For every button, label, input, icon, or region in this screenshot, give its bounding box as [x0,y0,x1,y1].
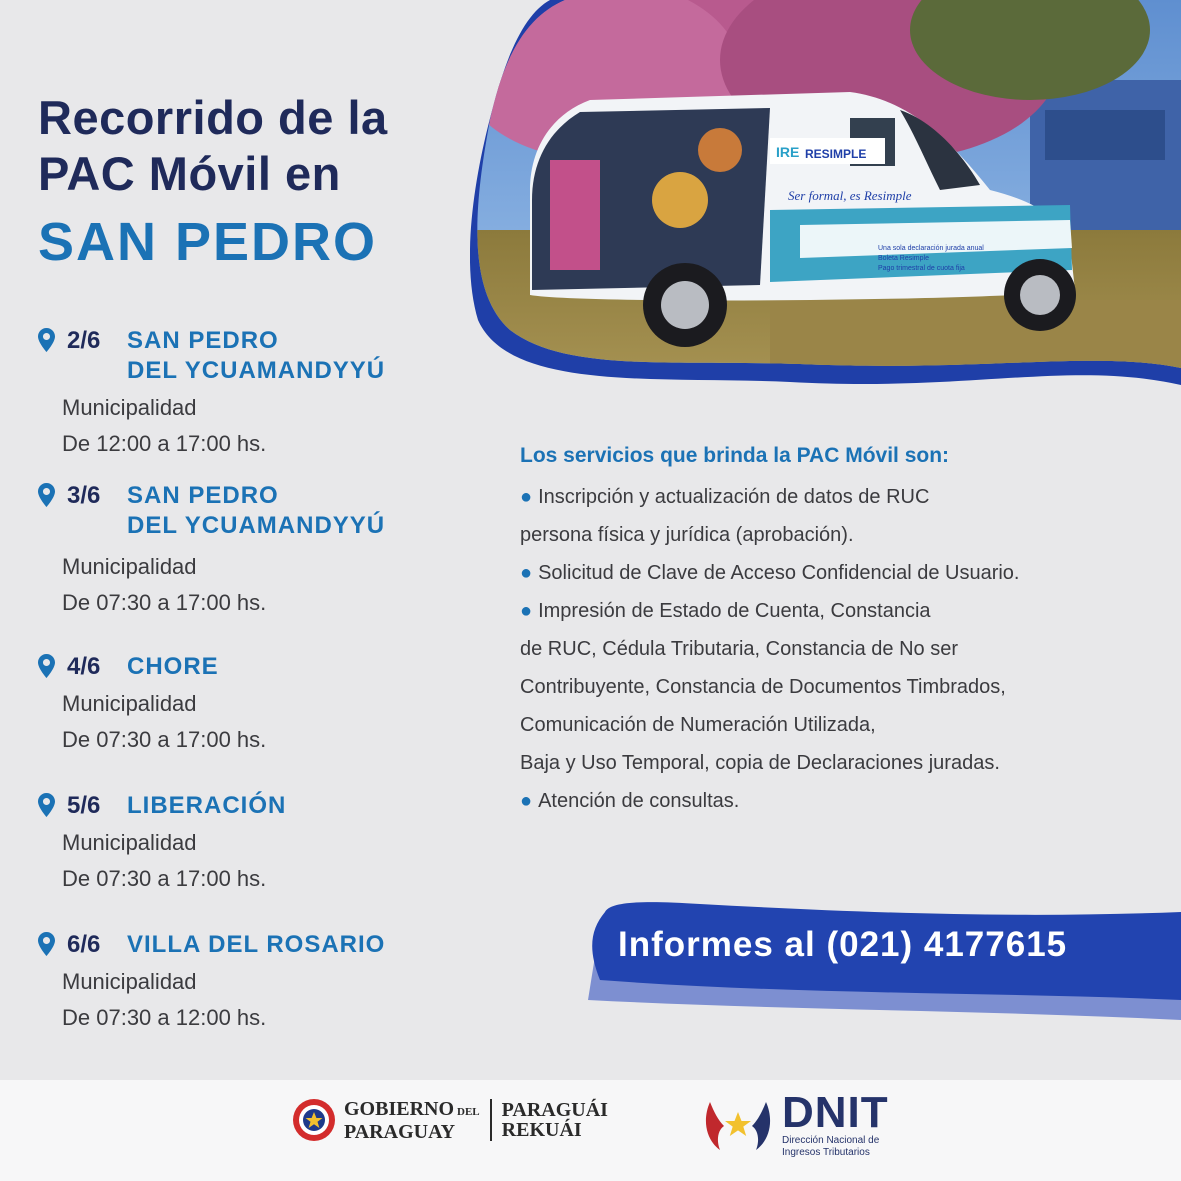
stop-place [127,930,385,960]
stop-date: 2/6 [67,327,101,354]
stop-hours: De 07:30 a 17:00 hs. [62,727,267,752]
motto-line-1: PARAGUÁI [501,1099,608,1121]
stop-hours: De 07:30 a 12:00 hs. [62,1005,267,1030]
stop-hours: De 07:30 a 17:00 hs. [62,590,267,615]
services-list [520,440,1140,820]
van-brand-name: RESIMPLE [805,147,867,161]
service-text: Baja y Uso Temporal, copia de Declaraciones juradas. [520,752,1000,774]
gov-motto [502,1100,608,1140]
stop-venue: Municipalidad [62,395,197,420]
bullet-icon: ● [520,486,533,508]
service-text: de RUC, Cédula Tributaria, Constancia de No ser [520,638,958,660]
list-item [520,592,1140,630]
dnit-logo [700,1090,889,1160]
title-line-2: PAC Móvil en [38,147,341,200]
list-item [520,668,1140,706]
list-item [520,554,1140,592]
stop-hours: De 07:30 a 17:00 hs. [62,866,267,891]
van-photo [470,0,1181,390]
bullet-icon: ● [520,562,533,584]
stop-place-line-1: SAN PEDRO [127,327,279,354]
stop-place-line-2: DEL YCUAMANDYYÚ [127,512,386,539]
service-text: Comunicación de Numeración Utilizada, [520,714,876,736]
list-item [520,706,1140,744]
service-text: Contribuyente, Constancia de Documentos Timbrados, [520,676,1006,698]
service-text: Solicitud de Clave de Acceso Confidencial de Usuario. [538,562,1020,584]
gov-logo [292,1098,608,1142]
bullet-icon: ● [520,600,533,622]
list-item [520,782,1140,820]
list-item [520,478,1140,516]
stop-item [38,791,286,897]
stop-place [127,481,385,541]
gov-del: DEL [457,1105,480,1118]
footer-divider [490,1099,492,1141]
van-bullet-2: Boleta Resimple [878,255,929,262]
stop-place-line-1: VILLA DEL ROSARIO [127,931,386,958]
van-brand-badge: IRE [776,144,800,160]
stop-item [38,930,385,1036]
stop-date: 4/6 [67,653,101,680]
services-heading: Los servicios que brinda la PAC Móvil son: [520,444,950,467]
dnit-emblem-icon [700,1090,776,1160]
stop-place [127,791,286,821]
location-pin-icon [38,328,55,352]
paraguay-seal-icon [292,1098,336,1142]
dnit-sub-1: Dirección Nacional de [782,1135,880,1146]
service-text: Atención de consultas. [538,790,740,812]
service-text: Impresión de Estado de Cuenta, Constancia [538,600,931,622]
location-pin-icon [38,483,55,507]
location-pin-icon [38,793,55,817]
gov-line-2: PARAGUAY [344,1120,456,1143]
stop-venue: Municipalidad [62,691,197,716]
stop-place-line-1: SAN PEDRO [127,482,279,509]
stop-item [38,652,266,758]
service-text: Inscripción y actualización de datos de RUC [538,486,930,508]
stop-item [38,326,385,462]
stop-date: 6/6 [67,931,101,958]
stop-venue: Municipalidad [62,830,197,855]
dnit-sub-2: Ingresos Tributarios [782,1147,870,1158]
stop-item [38,481,385,621]
stop-place [127,326,385,386]
page-title [38,90,388,270]
gov-name [344,1099,480,1142]
service-text: persona física y jurídica (aprobación). [520,524,854,546]
title-line-1: Recorrido de la [38,91,388,144]
stop-date: 5/6 [67,792,101,819]
list-item [520,516,1140,554]
bullet-icon: ● [520,790,533,812]
van-bullet-1: Una sola declaración jurada anual [878,245,984,252]
list-item [520,630,1140,668]
location-pin-icon [38,654,55,678]
gov-line-1: GOBIERNO [344,1097,455,1120]
van-slogan: Ser formal, es Resimple [788,188,912,203]
stop-venue: Municipalidad [62,554,197,579]
stop-venue: Municipalidad [62,969,197,994]
stop-place-line-1: LIBERACIÓN [127,792,287,819]
title-city: SAN PEDRO [38,212,378,272]
stop-date: 3/6 [67,482,101,509]
stop-place-line-1: CHORE [127,653,219,680]
stop-place-line-2: DEL YCUAMANDYYÚ [127,357,386,384]
stop-hours: De 12:00 a 17:00 hs. [62,431,267,456]
info-phone-text: Informes al (021) 4177615 [618,925,1068,964]
list-item [520,744,1140,782]
dnit-wordmark: DNIT [782,1088,889,1137]
stop-place [127,652,219,682]
location-pin-icon [38,932,55,956]
motto-line-2: REKUÁI [501,1119,582,1141]
van-bullet-3: Pago trimestral de cuota fija [878,265,965,272]
